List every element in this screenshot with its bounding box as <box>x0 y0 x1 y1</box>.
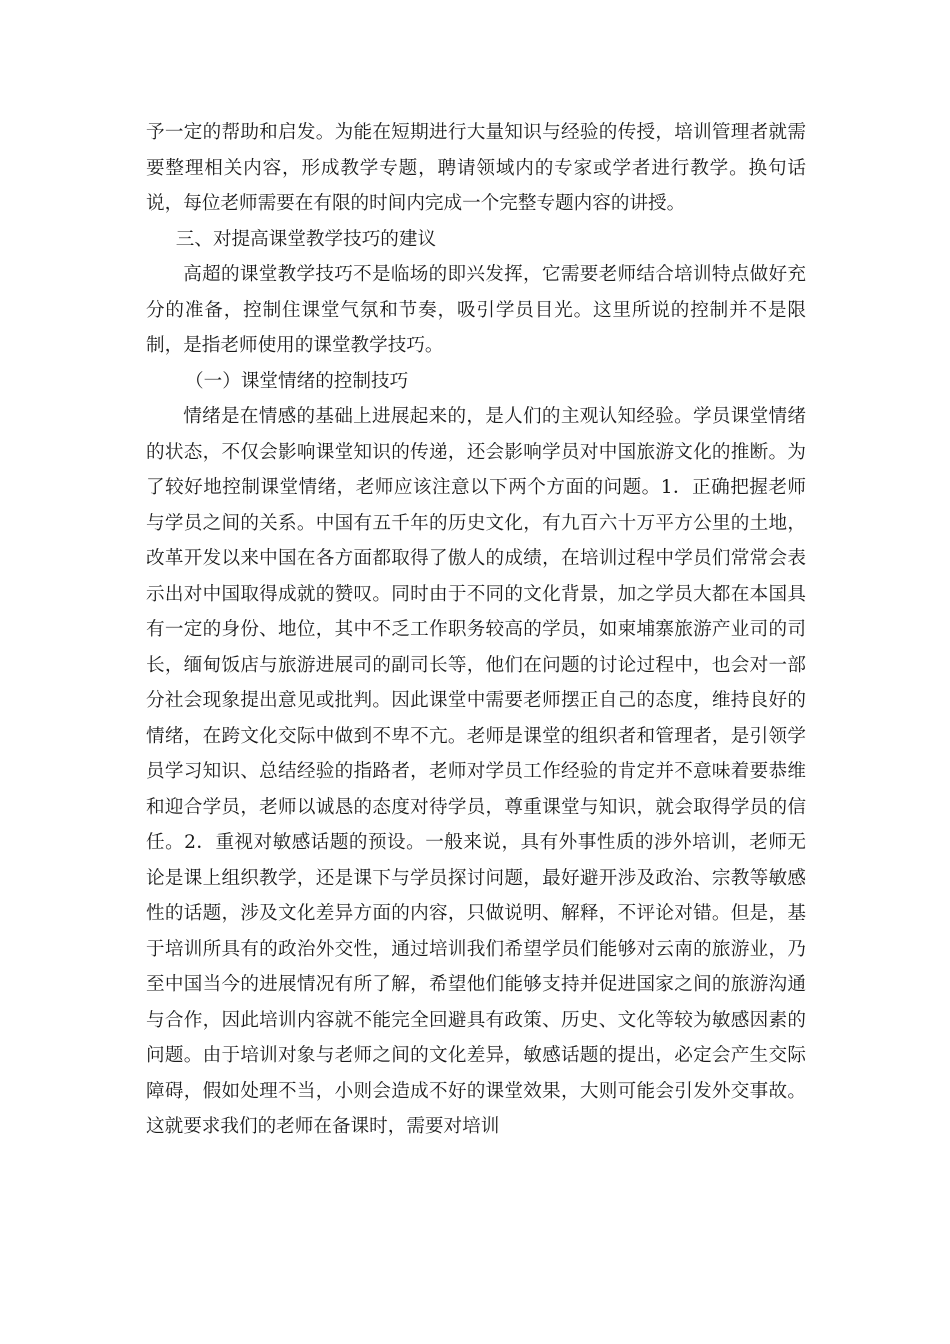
subsection-heading: （一）课堂情绪的控制技巧 <box>185 370 409 392</box>
section-heading: 三、对提高课堂教学技巧的建议 <box>175 228 437 250</box>
document-page <box>146 115 806 1145</box>
paragraph-continuation: 予一定的帮助和启发。为能在短期进行大量知识与经验的传授，培训管理者就需要整理相关内容，形成教学专题，聘请领域内的专家或学者进行教学。换句话说，每位老师需要在有限的时间内完成一个完整专题内容的讲授。 <box>146 122 806 214</box>
paragraph-body: 情绪是在情感的基础上进展起来的，是人们的主观认知经验。学员课堂情绪的状态，不仅会影响课堂知识的传递，还会影响学员对中国旅游文化的推断。为了较好地控制课堂情绪，老师应该注意以下两个方面的问题。1．正确把握老师与学员之间的关系。中国有五千年的历史文化，有九百六十万平方公里的土地，改革开发以来中国在各方面都取得了傲人的成绩，在培训过程中学员们常常会表示出对中国取得成就的赞叹。同时由于不同的文化背景，加之学员大都在本国具有一定的身份、地位，其中不乏工作职务较高的学员，如柬埔寨旅游产业司的司长，缅甸饭店与旅游进展司的副司长等，他们在问题的讨论过程中，也会对一部分社会现象提出意见或批判。因此课堂中需要老师摆正自己的态度，维持良好的情绪，在跨文化交际中做到不卑不亢。老师是课堂的组织者和管理者，是引领学员学习知识、总结经验的指路者，老师对学员工作经验的肯定并不意味着要恭维和迎合学员，老师以诚恳的态度对待学员，尊重课堂与知识，就会取得学员的信任。2．重视对敏感话题的预设。一般来说，具有外事性质的涉外培训，老师无论是课上组织教学，还是课下与学员探讨问题，最好避开涉及政治、宗教等敏感性的话题，涉及文化差异方面的内容，只做说明、解释，不评论对错。但是，基于培训所具有的政治外交性，通过培训我们希望学员们能够对云南的旅游业，乃至中国当今的进展情况有所了解，希望他们能够支持并促进国家之间的旅游沟通与合作，因此培训内容就不能完全回避具有政策、历史、文化等较为敏感因素的问题。由于培训对象与老师之间的文化差异，敏感话题的提出，必定会产生交际障碍，假如处理不当，小则会造成不好的课堂效果，大则可能会引发外交事故。这就要求我们的老师在备课时，需要对培训 <box>146 406 806 1137</box>
paragraph-intro: 高超的课堂教学技巧不是临场的即兴发挥，它需要老师结合培训特点做好充分的准备，控制住课堂气氛和节奏，吸引学员目光。这里所说的控制并不是限制，是指老师使用的课堂教学技巧。 <box>146 264 806 356</box>
